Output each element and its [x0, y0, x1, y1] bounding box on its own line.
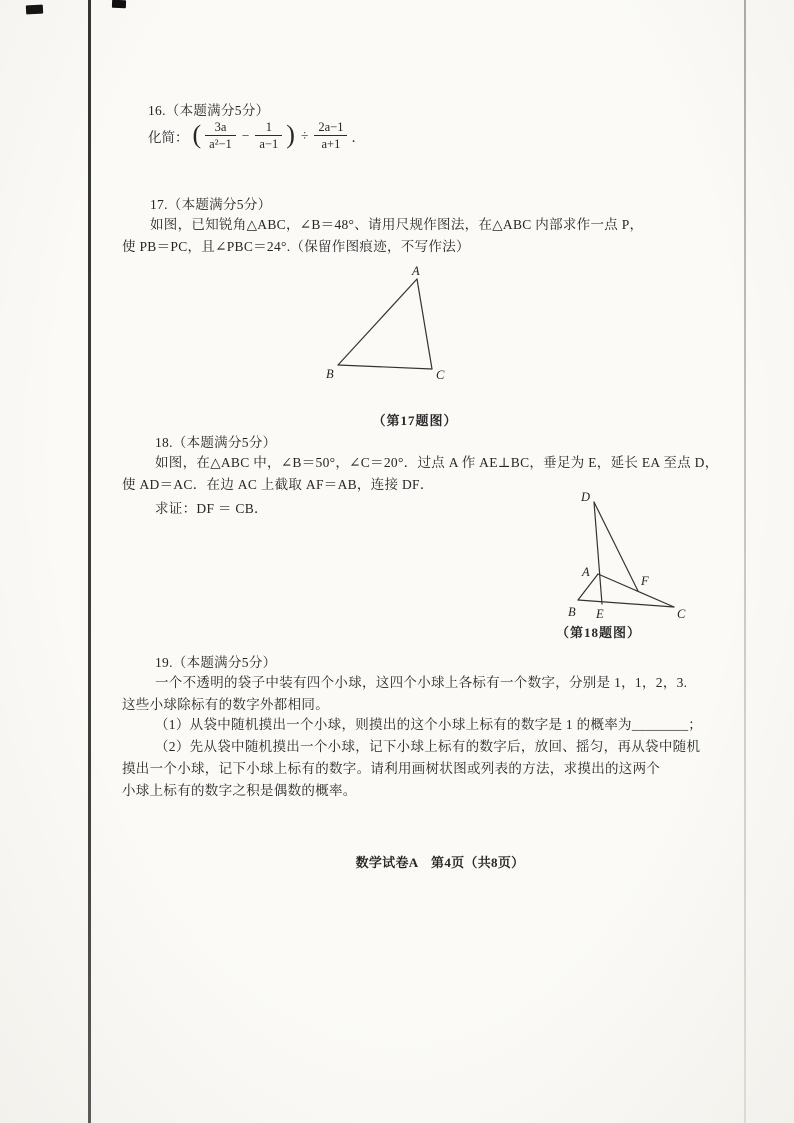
- p16-f1-num: 3a: [205, 120, 236, 136]
- fig18-segment-DF: [594, 502, 638, 591]
- p16-f1-den: a²−1: [209, 137, 232, 152]
- problem17-line1: 如图，已知锐角△ABC，∠B＝48°、请用尺规作图法，在△ABC 内部求作一点 P，: [150, 217, 644, 232]
- fig18-label-C: C: [677, 607, 686, 621]
- problem16-header: 16.（本题满分5分）: [148, 103, 270, 118]
- problem16-expression: [148, 120, 369, 152]
- fig17-label-C: C: [436, 368, 445, 382]
- p16-close-paren: ): [286, 119, 295, 149]
- fig18-label-A: A: [582, 565, 590, 579]
- p16-open-paren: (: [192, 119, 202, 149]
- scan-edge-right: [744, 0, 746, 1123]
- problem17-line2: 使 PB＝PC，且∠PBC＝24°.（保留作图痕迹，不写作法）: [122, 239, 470, 254]
- p16-lead: 化简：: [148, 129, 189, 145]
- p16-f3-den: a+1: [321, 137, 341, 152]
- p16-f3-num: 2a−1: [314, 120, 347, 136]
- problem18-line3: 求证：DF ＝ CB．: [155, 501, 268, 516]
- problem19-line1: 一个不透明的袋子中装有四个小球，这四个小球上各标有一个数字，分别是 1，1，2，3.: [155, 675, 688, 690]
- fig17-side-AB: [338, 279, 417, 365]
- problem19-line2: 这些小球除标有的数字外都相同。: [122, 697, 329, 712]
- fig17-label-A: A: [412, 265, 420, 278]
- problem18-figure: [528, 488, 688, 628]
- problem17-header: 17.（本题满分5分）: [150, 197, 272, 212]
- p16-divide-sign: ÷: [300, 127, 309, 143]
- problem19-line6: 小球上标有的数字之积是偶数的概率。: [122, 783, 357, 798]
- fig17-side-AC: [417, 279, 432, 369]
- scan-mark-top-left-2: [112, 0, 126, 8]
- fig18-label-D: D: [581, 490, 591, 504]
- problem17-figure-caption: （第17题图）: [372, 413, 458, 428]
- fig17-label-B: B: [326, 367, 334, 381]
- p16-fraction-3: [314, 120, 347, 152]
- fig17-side-BC: [338, 365, 432, 369]
- fig18-segment-DE: [594, 502, 602, 604]
- p16-f2-num: 1: [255, 120, 282, 136]
- fig18-label-B: B: [568, 605, 576, 619]
- p16-minus-sign: −: [241, 127, 250, 143]
- p16-fraction-2: [255, 120, 282, 152]
- problem19-line3: （1）从袋中随机摸出一个小球，则摸出的这个小球上标有的数字是 1 的概率为________；: [155, 717, 703, 732]
- problem19-line4: （2）先从袋中随机摸出一个小球，记下小球上标有的数字后，放回、摇匀，再从袋中随机: [155, 739, 701, 754]
- problem19-line5: 摸出一个小球，记下小球上标有的数字。请利用画树状图或列表的方法，求摸出的这两个: [122, 761, 661, 776]
- fig18-label-E: E: [596, 607, 604, 621]
- problem18-line1: 如图，在△ABC 中，∠B＝50°，∠C＝20°．过点 A 作 AE⊥BC，垂足为 E，延长 EA 至点 D，: [155, 455, 719, 470]
- p16-fraction-1: [205, 120, 236, 152]
- problem18-line2: 使 AD＝AC．在边 AC 上截取 AF＝AB，连接 DF．: [122, 477, 434, 492]
- p16-f2-den: a−1: [259, 137, 279, 152]
- scan-mark-top-left-1: [26, 5, 43, 15]
- page-footer: 数学试卷A 第4页（共8页）: [355, 855, 525, 870]
- p16-period: ．: [351, 129, 365, 145]
- fig18-label-F: F: [641, 574, 649, 588]
- problem19-header: 19.（本题满分5分）: [155, 655, 277, 670]
- problem17-figure-triangle: [320, 265, 455, 385]
- scan-edge-left: [88, 0, 91, 1123]
- problem18-header: 18.（本题满分5分）: [155, 435, 277, 450]
- problem18-figure-caption: （第18题图）: [556, 625, 642, 640]
